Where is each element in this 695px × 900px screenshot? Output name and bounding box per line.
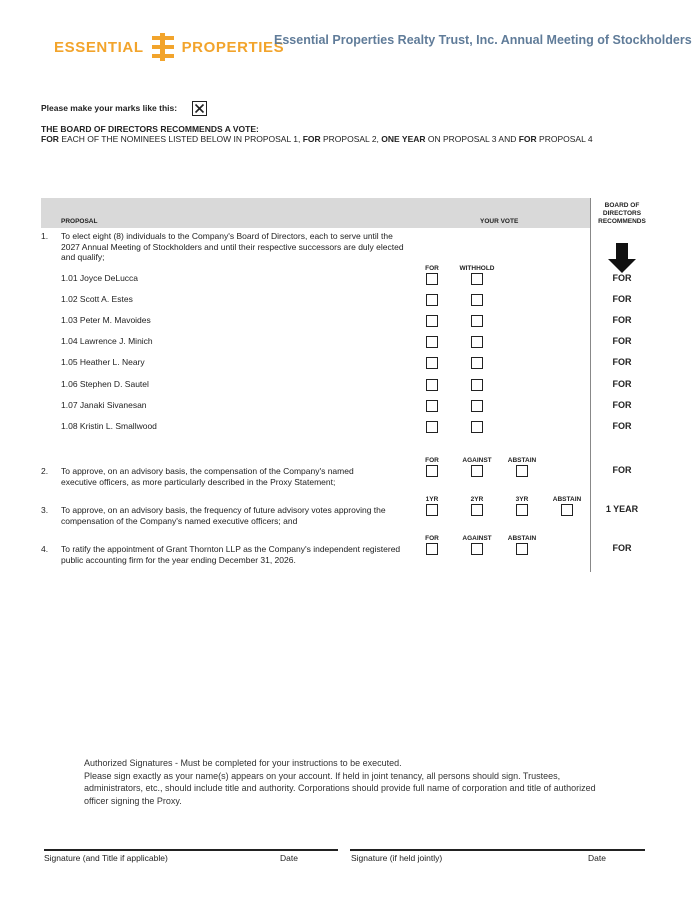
p2-against-checkbox[interactable]	[471, 465, 483, 477]
logo-mark-icon	[152, 33, 174, 61]
nominee-recommendation: FOR	[612, 357, 632, 367]
p4-for-header: FOR	[425, 535, 439, 542]
p2-abstain-checkbox[interactable]	[516, 465, 528, 477]
proposal-1-number: 1.	[41, 231, 49, 241]
p3-1yr-checkbox[interactable]	[426, 504, 438, 516]
p3-abstain-header: ABSTAIN	[552, 496, 582, 503]
your-vote-column-header: YOUR VOTE	[480, 218, 519, 225]
recommendation-heading: THE BOARD OF DIRECTORS RECOMMENDS A VOTE:	[41, 124, 259, 134]
p3-recommendation: 1 YEAR	[605, 504, 639, 514]
authorized-body: Please sign exactly as your name(s) appears on your account. If held in joint tenancy, all persons should sign. Trustees, administrators, etc., should include title and authority. Corporations should provide full name of corporation and title of authorized officer signing the Proxy.	[84, 770, 596, 806]
nominee-withhold-checkbox[interactable]	[471, 273, 483, 285]
p2-abstain-header: ABSTAIN	[507, 457, 537, 464]
p4-against-header: AGAINST	[462, 535, 492, 542]
nominee-withhold-checkbox[interactable]	[471, 357, 483, 369]
board-header-line: RECOMMENDS	[598, 218, 646, 225]
p4-abstain-header: ABSTAIN	[507, 535, 537, 542]
nominee-recommendation: FOR	[612, 379, 632, 389]
rec-part: ONE YEAR	[381, 134, 426, 144]
proposal-4-text: To ratify the appointment of Grant Thornton LLP as the Company's independent registered public accounting firm for the year ending December 31, 2026.	[61, 544, 401, 565]
nominee-for-checkbox[interactable]	[426, 273, 438, 285]
nominee-name: 1.05 Heather L. Neary	[61, 357, 145, 367]
p4-against-checkbox[interactable]	[471, 543, 483, 555]
p3-1yr-header: 1YR	[425, 496, 439, 503]
nominee-recommendation: FOR	[612, 336, 632, 346]
marks-example-box	[192, 101, 207, 116]
proposal-2-number: 2.	[41, 466, 49, 476]
proposal-3-number: 3.	[41, 505, 49, 515]
p3-3yr-checkbox[interactable]	[516, 504, 528, 516]
marks-instruction: Please make your marks like this:	[41, 103, 178, 113]
signature-label-1: Signature (and Title if applicable)	[44, 853, 168, 863]
nominee-recommendation: FOR	[612, 294, 632, 304]
signature-line-1[interactable]	[44, 849, 338, 851]
p2-against-header: AGAINST	[462, 457, 492, 464]
rec-part: FOR	[302, 134, 321, 144]
p3-2yr-header: 2YR	[470, 496, 484, 503]
nominee-recommendation: FOR	[612, 273, 632, 283]
rec-part: EACH OF THE NOMINEES LISTED BELOW IN PROPOSAL 1,	[58, 134, 303, 144]
nominee-for-checkbox[interactable]	[426, 336, 438, 348]
nominee-name: 1.01 Joyce DeLucca	[61, 273, 139, 283]
logo-text-right: PROPERTIES	[181, 38, 285, 56]
p4-recommendation: FOR	[612, 543, 632, 553]
company-logo	[54, 32, 284, 62]
signature-line-2[interactable]	[350, 849, 645, 851]
proposal-3-text: To approve, on an advisory basis, the frequency of future advisory votes approving the compensation of the Company's named executive officers; and	[61, 505, 386, 526]
nominee-withhold-checkbox[interactable]	[471, 315, 483, 327]
nominee-withhold-checkbox[interactable]	[471, 421, 483, 433]
down-arrow-icon	[607, 243, 637, 273]
nominee-name: 1.08 Kristin L. Smallwood	[61, 421, 157, 431]
logo-text-left: ESSENTIAL	[54, 38, 144, 56]
nominee-withhold-checkbox[interactable]	[471, 336, 483, 348]
board-header-line: BOARD OF	[604, 202, 640, 209]
authorized-title: Authorized Signatures - Must be completed for your instructions to be executed.	[84, 758, 402, 768]
nominee-recommendation: FOR	[612, 421, 632, 431]
nominee-for-checkbox[interactable]	[426, 357, 438, 369]
rec-part: PROPOSAL 4	[536, 134, 593, 144]
rec-part: FOR	[41, 134, 59, 144]
rec-part: PROPOSAL 2,	[320, 134, 382, 144]
p2-recommendation: FOR	[612, 465, 632, 475]
p1-withhold-header: WITHHOLD	[459, 265, 495, 272]
nominee-name: 1.03 Peter M. Mavoides	[61, 315, 151, 325]
x-mark-icon	[193, 102, 206, 115]
proposal-column-header: PROPOSAL	[61, 218, 98, 225]
nominee-for-checkbox[interactable]	[426, 379, 438, 391]
nominee-name: 1.02 Scott A. Estes	[61, 294, 133, 304]
p2-for-checkbox[interactable]	[426, 465, 438, 477]
nominee-for-checkbox[interactable]	[426, 315, 438, 327]
nominee-for-checkbox[interactable]	[426, 421, 438, 433]
nominee-for-checkbox[interactable]	[426, 400, 438, 412]
board-header-line: DIRECTORS	[602, 210, 642, 217]
date-label-1: Date	[280, 853, 298, 863]
nominee-name: 1.07 Janaki Sivanesan	[61, 400, 147, 410]
rec-part: ON PROPOSAL 3 AND	[425, 134, 519, 144]
date-label-2: Date	[588, 853, 606, 863]
authorized-signatures-note	[84, 757, 604, 807]
p3-2yr-checkbox[interactable]	[471, 504, 483, 516]
nominee-withhold-checkbox[interactable]	[471, 379, 483, 391]
nominee-recommendation: FOR	[612, 400, 632, 410]
p4-abstain-checkbox[interactable]	[516, 543, 528, 555]
nominee-withhold-checkbox[interactable]	[471, 400, 483, 412]
p4-for-checkbox[interactable]	[426, 543, 438, 555]
nominee-withhold-checkbox[interactable]	[471, 294, 483, 306]
proposal-2-text: To approve, on an advisory basis, the compensation of the Company's named executive officers, as more particularly described in the Proxy Statement;	[61, 466, 354, 487]
proposal-4-number: 4.	[41, 544, 49, 554]
p1-for-header: FOR	[425, 265, 439, 272]
nominee-for-checkbox[interactable]	[426, 294, 438, 306]
nominee-name: 1.04 Lawrence J. Minich	[61, 336, 153, 346]
p3-3yr-header: 3YR	[515, 496, 529, 503]
p3-abstain-checkbox[interactable]	[561, 504, 573, 516]
board-recommends-header	[591, 202, 653, 226]
nominee-name: 1.06 Stephen D. Sautel	[61, 379, 149, 389]
recommendation-text	[41, 134, 601, 144]
nominee-recommendation: FOR	[612, 315, 632, 325]
signature-label-2: Signature (if held jointly)	[351, 853, 443, 863]
p2-for-header: FOR	[425, 457, 439, 464]
rec-part: FOR	[518, 134, 537, 144]
page-title: Essential Properties Realty Trust, Inc. Annual Meeting of Stockholders	[274, 33, 692, 47]
proposal-1-text: To elect eight (8) individuals to the Company's Board of Directors, each to serve until the 2027 Annual Meeting of Stockholders and until their respective successors are duly elected and qualify;	[61, 231, 404, 262]
